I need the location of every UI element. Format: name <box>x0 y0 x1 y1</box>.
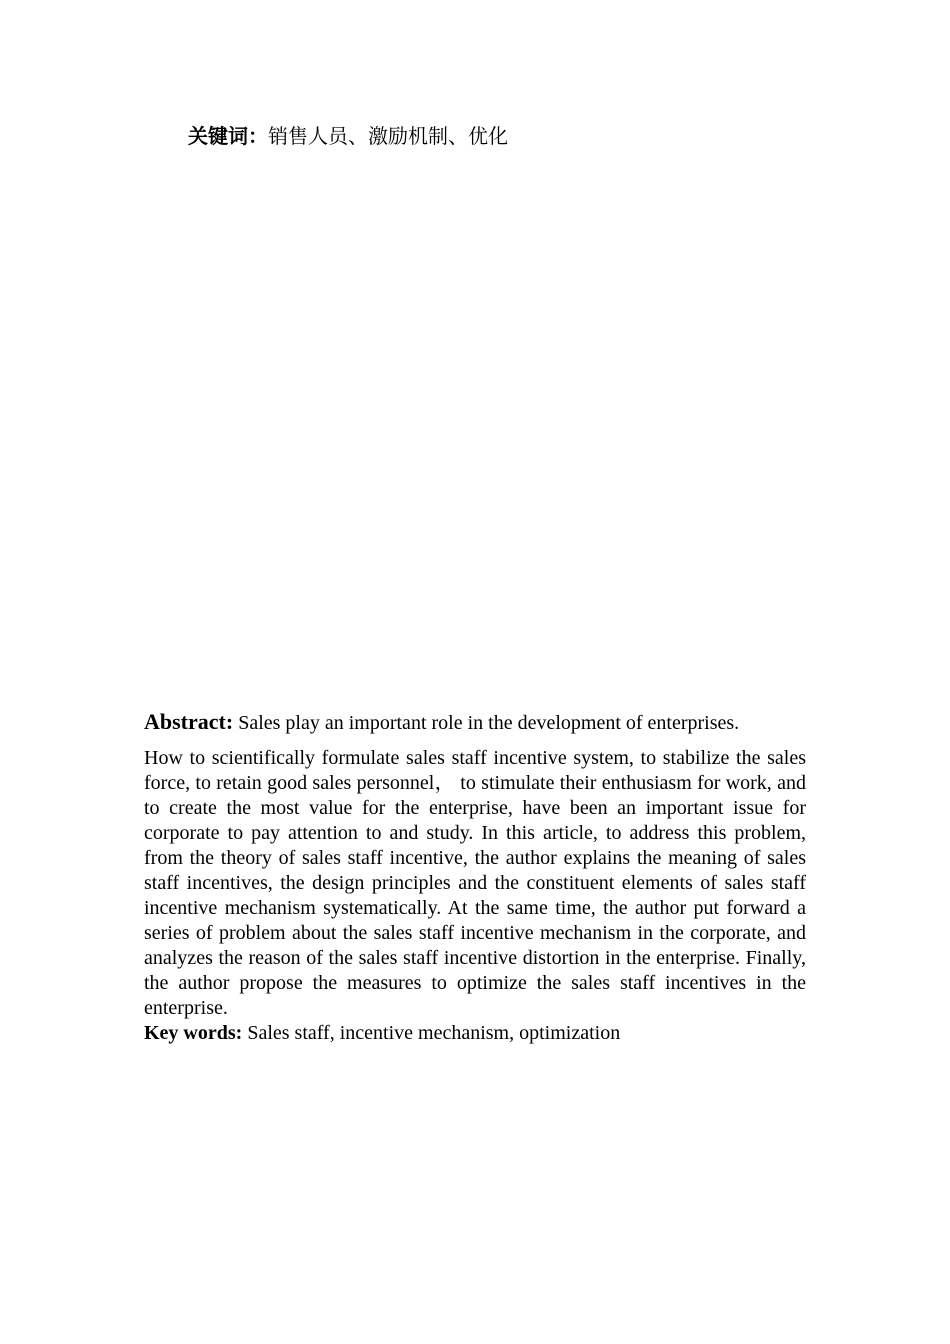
abstract-heading-line <box>144 707 806 738</box>
english-keywords-label: Key words: <box>144 1022 243 1044</box>
english-keywords <box>144 1021 806 1046</box>
abstract-body: How to scientifically formulate sales staff incentive system, to stabilize the sales force, to retain good sales personnel， to stimulate their enthusiasm for work, and to create the most value for the enterprise, have been an important issue for corporate to pay attention to and study. In this article, to address this problem, from the theory of sales staff incentive, the author explains the meaning of sales staff incentives, the design principles and the constituent elements of sales staff incentive mechanism systematically. At the same time, the author put forward a series of problem about the sales staff incentive mechanism in the corporate, and analyzes the reason of the sales staff incentive distortion in the enterprise. Finally, the author propose the measures to optimize the sales staff incentives in the enterprise. <box>144 747 806 1019</box>
english-abstract <box>144 707 806 1046</box>
abstract-first-sentence: Sales play an important role in the development of enterprises. <box>238 712 740 734</box>
chinese-keywords <box>188 122 508 150</box>
chinese-keywords-label: 关键词： <box>188 124 268 148</box>
english-keywords-value: Sales staff, incentive mechanism, optimization <box>247 1022 621 1044</box>
abstract-label: Abstract: <box>144 709 234 734</box>
chinese-keywords-value: 销售人员、激励机制、优化 <box>268 124 508 148</box>
